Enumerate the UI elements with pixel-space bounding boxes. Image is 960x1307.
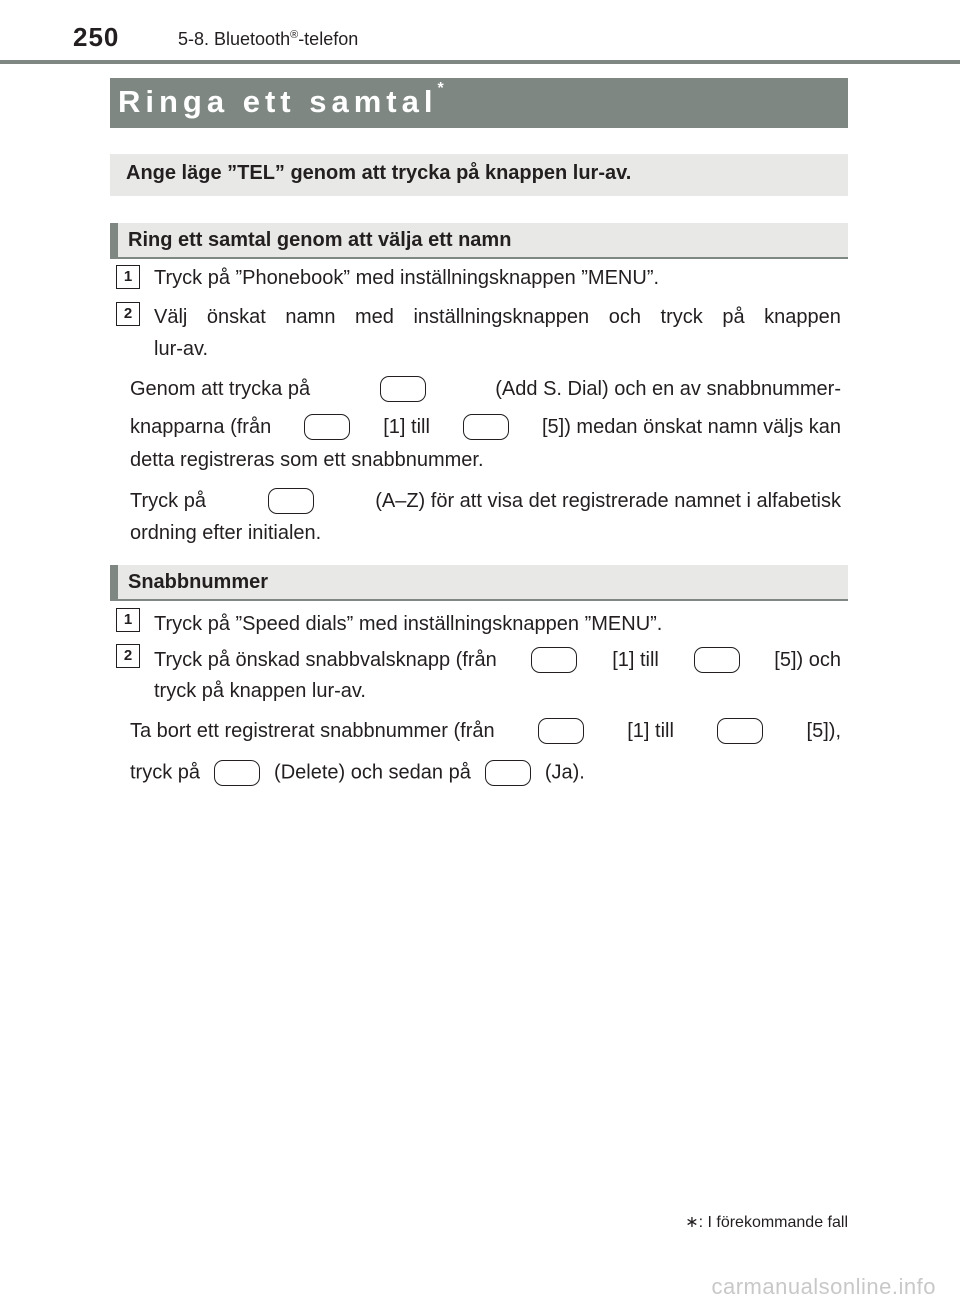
watermark: carmanualsonline.info [711, 1274, 936, 1299]
word: namn [285, 306, 336, 328]
subheading-bar [110, 565, 118, 601]
subheading-bar [110, 223, 118, 259]
text-segment: (Ja). [544, 761, 585, 784]
delete-button-icon [214, 760, 260, 786]
word: med [355, 306, 394, 328]
a-z-button-icon [268, 488, 314, 514]
subheading-call-by-name [110, 223, 848, 259]
text-segment: [1] till [612, 649, 659, 671]
text-segment: (A–Z) för att visa det registrerade namnet i alfabetisk [375, 490, 841, 512]
text-segment: [5]) medan önskat namn väljs kan [541, 416, 841, 438]
text-segment: Tryck på önskad snabbvalsknapp (från [154, 649, 497, 671]
speed-dial-5-button-icon [463, 414, 509, 440]
subheading-text: Snabbnummer [128, 571, 269, 593]
subheading-text: Ring ett samtal genom att välja ett namn [128, 229, 512, 251]
section-title-prefix: 5-8. Bluetooth [178, 29, 291, 49]
subheading-speed-dial [110, 565, 848, 601]
speed-dial-1-button-icon [531, 647, 577, 673]
page-number: 250 [73, 22, 120, 52]
add-speed-dial-line-2 [130, 414, 841, 440]
word: på [722, 306, 745, 328]
text-segment: [1] till [627, 720, 674, 742]
speed-dial-1-button-icon [538, 718, 584, 744]
step-number-2: 2 [116, 644, 140, 668]
word: Välj [154, 306, 188, 328]
word: inställningsknappen [413, 306, 590, 328]
speed-step-1-text: Tryck på ”Speed dials” med inställningsknappen ”MENU”. [154, 613, 663, 635]
text-segment: [5]) och [774, 649, 841, 671]
asterisk-mark: * [437, 80, 444, 97]
word: knappen [764, 306, 841, 328]
add-s-dial-button-icon [380, 376, 426, 402]
word: önskat [206, 306, 266, 328]
delete-line-1 [130, 718, 841, 744]
speed-step-2-line-1 [154, 647, 841, 673]
intro-box [110, 154, 848, 196]
step-1-text: Tryck på ”Phonebook” med inställningsknappen ”MENU”. [154, 267, 660, 289]
footnote [685, 1212, 848, 1232]
registered-mark: ® [290, 29, 299, 41]
banner-title [118, 80, 444, 120]
text-segment: tryck på [130, 761, 201, 784]
footnote-text: : I förekommande fall [698, 1214, 848, 1231]
step-number-1: 1 [116, 265, 140, 289]
text-segment: [5]), [806, 720, 841, 742]
step-number-1: 1 [116, 608, 140, 632]
text-segment: (Add S. Dial) och en av snabbnummer- [495, 378, 841, 400]
alphabet-line-1 [130, 488, 841, 514]
word: tryck [660, 306, 703, 328]
step-2-line-2: lur-av. [154, 338, 209, 360]
yes-button-icon [485, 760, 531, 786]
section-title [178, 29, 358, 50]
add-speed-dial-line-1 [130, 376, 841, 402]
footnote-symbol: ∗ [685, 1214, 699, 1231]
text-segment: Ta bort ett registrerat snabbnummer (från [130, 720, 495, 742]
alphabet-line-2: ordning efter initialen. [130, 522, 322, 544]
chapter-banner [110, 78, 848, 128]
speed-step-2-line-2: tryck på knappen lur-av. [154, 680, 366, 702]
text-segment: Genom att trycka på [130, 378, 311, 400]
section-title-suffix: -telefon [298, 29, 359, 49]
speed-dial-5-button-icon [717, 718, 763, 744]
speed-dial-1-button-icon [304, 414, 350, 440]
speed-dial-5-button-icon [694, 647, 740, 673]
intro-text: Ange läge ”TEL” genom att trycka på knappen lur-av. [126, 162, 632, 184]
text-segment: (Delete) och sedan på [274, 761, 471, 784]
step-number-2: 2 [116, 302, 140, 326]
add-speed-dial-line-3: detta registreras som ett snabbnummer. [130, 449, 484, 471]
delete-line-2 [130, 760, 585, 786]
text-segment: knapparna (från [130, 416, 272, 438]
header-rule [0, 60, 960, 64]
word: och [608, 306, 641, 328]
text-segment: [1] till [383, 416, 430, 438]
banner-title-text: Ringa ett samtal [118, 84, 438, 119]
text-segment: Tryck på [130, 490, 206, 512]
step-2-line-1 [154, 305, 841, 329]
